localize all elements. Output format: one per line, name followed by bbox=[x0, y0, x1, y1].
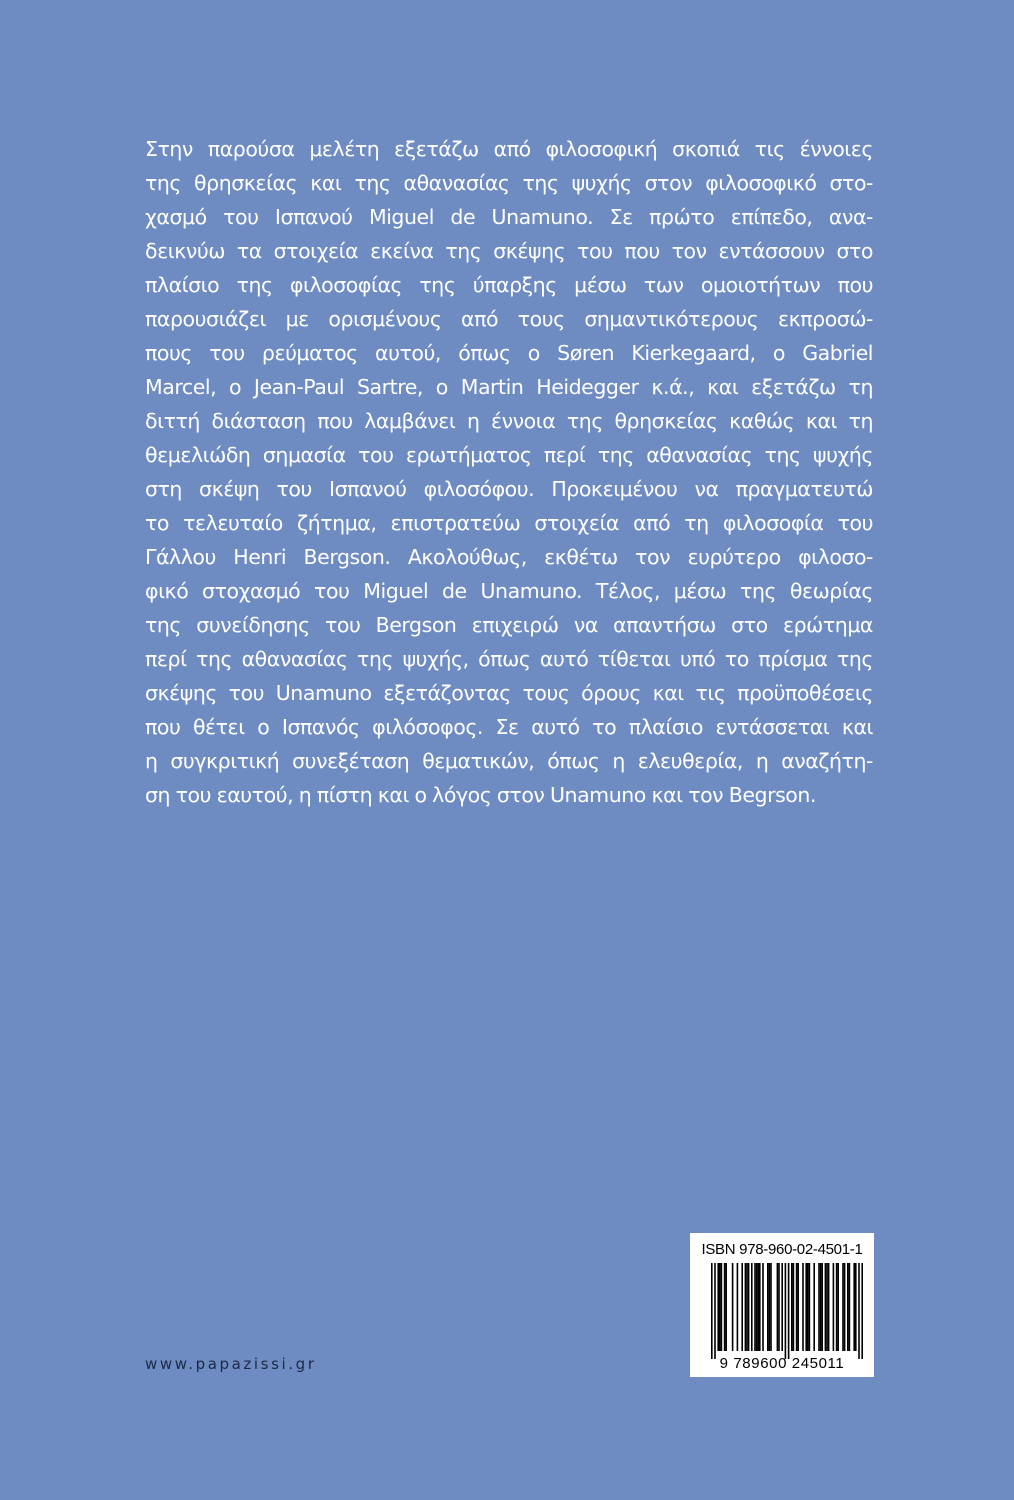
barcode-bar bbox=[796, 1263, 798, 1351]
barcode-bar bbox=[737, 1263, 739, 1351]
barcode-bar bbox=[724, 1263, 726, 1351]
barcode-bar bbox=[805, 1263, 807, 1351]
barcode-bar bbox=[748, 1263, 750, 1351]
blurb-line: η συγκριτική συνεξέταση θεματικών, όπως η ελευθερία, η αναζήτη- bbox=[145, 749, 873, 773]
barcode-bar bbox=[855, 1263, 857, 1351]
barcode-bar bbox=[813, 1263, 815, 1351]
barcode-bar bbox=[778, 1263, 780, 1351]
blurb-line: Στην παρούσα μελέτη εξετάζω από φιλοσοφική σκοπιά τις έννοιες bbox=[145, 137, 873, 161]
blurb-line: Γάλλου Henri Bergson. Ακολούθως, εκθέτω τον ευρύτερο φιλοσο- bbox=[145, 545, 873, 569]
barcode-bar bbox=[721, 1263, 723, 1351]
barcode-bar bbox=[802, 1263, 804, 1351]
barcode-bar bbox=[770, 1263, 772, 1351]
blurb-line: φικό στοχασμό του Miguel de Unamuno. Τέλος, μέσω της θεωρίας bbox=[145, 579, 873, 603]
barcode-bar bbox=[849, 1263, 851, 1351]
barcode-bar bbox=[837, 1263, 839, 1351]
barcode-bar bbox=[818, 1263, 820, 1351]
barcode-guard-bar bbox=[861, 1263, 863, 1359]
barcode-guard-bar bbox=[711, 1263, 713, 1359]
barcode-bar bbox=[842, 1263, 844, 1351]
barcode-bar bbox=[853, 1263, 855, 1351]
back-cover-blurb bbox=[145, 132, 873, 812]
barcode-bar bbox=[836, 1263, 838, 1351]
blurb-line: που θέτει ο Ισπανός φιλόσοφος. Σε αυτό το πλαίσιο εντάσσεται και bbox=[145, 715, 873, 739]
barcode-bar bbox=[767, 1263, 769, 1351]
barcode-bar bbox=[745, 1263, 747, 1351]
barcode-bar bbox=[826, 1263, 828, 1351]
blurb-line: παρουσιάζει με ορισμένους από τους σημαντικότερους εκπροσώ- bbox=[145, 307, 873, 331]
barcode-bar bbox=[844, 1263, 846, 1351]
isbn-label: ISBN 978-960-02-4501-1 bbox=[701, 1241, 863, 1258]
barcode-bar bbox=[807, 1263, 809, 1351]
barcode-bar bbox=[825, 1263, 827, 1351]
barcode-bar bbox=[741, 1263, 743, 1351]
blurb-line: της θρησκείας και της αθανασίας της ψυχής στον φιλοσοφικό στο- bbox=[145, 171, 873, 195]
barcode-guard-bar bbox=[714, 1263, 716, 1359]
blurb-line: θεμελιώδη σημασία του ερωτήματος περί της αθανασίας της ψυχής bbox=[145, 443, 873, 467]
blurb-line: χασμό του Ισπανού Miguel de Unamuno. Σε πρώτο επίπεδο, ανα- bbox=[145, 205, 873, 229]
publisher-website: www.papazissi.gr bbox=[145, 1355, 317, 1373]
barcode-bar bbox=[777, 1263, 779, 1351]
barcode-bar bbox=[759, 1263, 761, 1351]
barcode-bar bbox=[793, 1263, 795, 1351]
barcode-bar bbox=[719, 1263, 721, 1351]
barcode-digits: 9 789600 245011 bbox=[719, 1355, 845, 1372]
barcode-guard-bar bbox=[785, 1263, 787, 1359]
blurb-line: στη σκέψη του Ισπανού φιλοσόφου. Προκειμένου να πραγματευτώ bbox=[145, 477, 873, 501]
barcode-bar bbox=[820, 1263, 822, 1351]
barcode-bar bbox=[828, 1263, 830, 1351]
barcode-bar bbox=[809, 1263, 811, 1351]
barcode-bar bbox=[751, 1263, 753, 1351]
blurb-line: διττή διάσταση που λαμβάνει η έννοια της θρησκείας καθώς και τη bbox=[145, 409, 873, 433]
barcode-bar bbox=[781, 1263, 783, 1351]
blurb-line: Marcel, ο Jean-Paul Sartre, ο Martin Heidegger κ.ά., και εξετάζω τη bbox=[145, 375, 873, 399]
barcode-bar bbox=[732, 1263, 734, 1351]
barcode-bar bbox=[756, 1263, 758, 1351]
isbn-barcode bbox=[690, 1233, 874, 1377]
barcode-bar bbox=[833, 1263, 835, 1351]
barcode-bar bbox=[754, 1263, 756, 1351]
blurb-line: ση του εαυτού, η πίστη και ο λόγος στον Unamuno και τον Begrson. bbox=[145, 783, 816, 807]
barcode-bar bbox=[762, 1263, 764, 1351]
barcode-bar bbox=[757, 1263, 759, 1351]
barcode-bar bbox=[769, 1263, 771, 1351]
barcode-bar bbox=[725, 1263, 727, 1351]
blurb-line: δεικνύω τα στοιχεία εκείνα της σκέψης του που τον εντάσσουν στο bbox=[145, 239, 873, 263]
barcode-bar bbox=[797, 1263, 799, 1351]
barcode-guard-bar bbox=[788, 1263, 790, 1359]
blurb-line: περί της αθανασίας της ψυχής, όπως αυτό τίθεται υπό το πρίσμα της bbox=[145, 647, 873, 671]
blurb-line: σκέψης του Unamuno εξετάζοντας τους όρους και τις προϋποθέσεις bbox=[145, 681, 873, 705]
blurb-line: της συνείδησης του Bergson επιχειρώ να απαντήσω στο ερώτημα bbox=[145, 613, 873, 637]
barcode-bar bbox=[821, 1263, 823, 1351]
barcode-bar bbox=[717, 1263, 719, 1351]
barcode-bar bbox=[791, 1263, 793, 1351]
barcode-bar bbox=[746, 1263, 748, 1351]
barcode-guard-bar bbox=[858, 1263, 860, 1359]
blurb-line: το τελευταίο ζήτημα, επιστρατεύω στοιχεία από τη φιλοσοφία του bbox=[145, 511, 873, 535]
blurb-line: πους του ρεύματος αυτού, όπως ο Søren Kierkegaard, ο Gabriel bbox=[145, 341, 873, 365]
blurb-line: πλαίσιο της φιλοσοφίας της ύπαρξης μέσω των ομοιοτήτων που bbox=[145, 273, 873, 297]
barcode-bar bbox=[847, 1263, 849, 1351]
